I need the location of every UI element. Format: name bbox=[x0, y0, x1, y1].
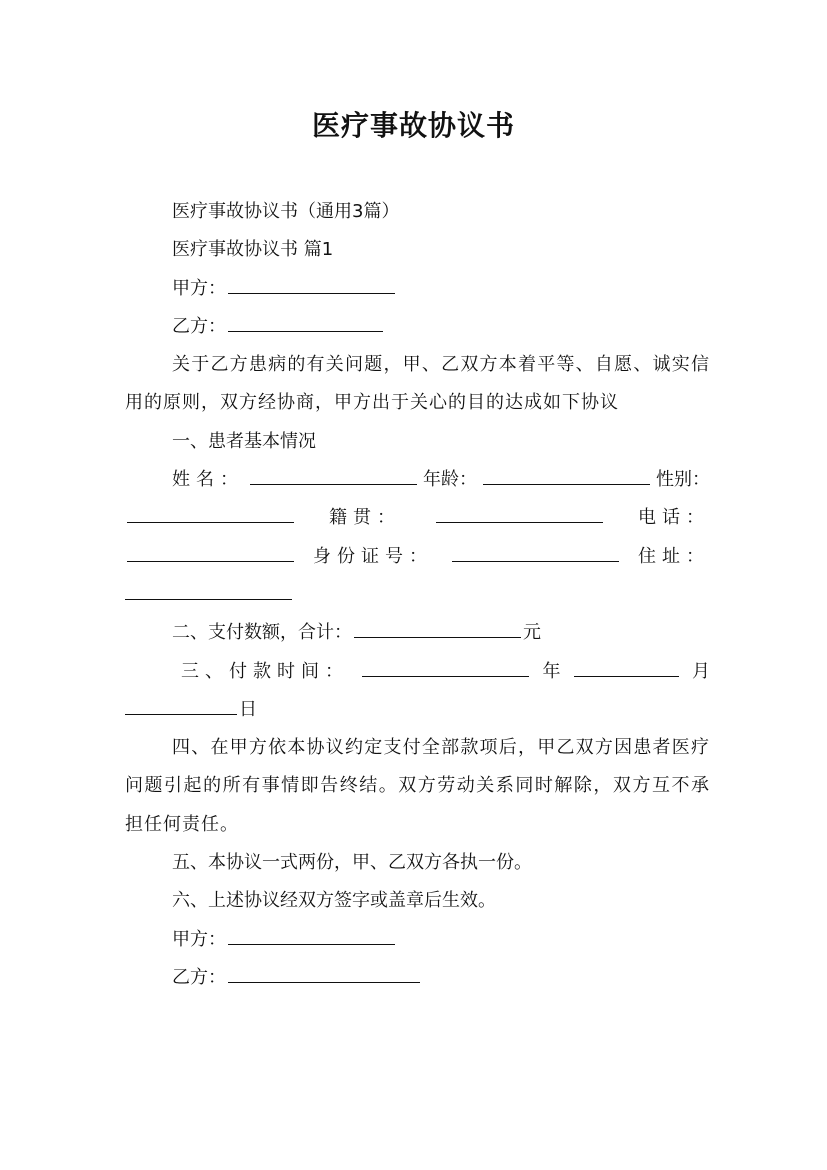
native-place-label: 籍贯： bbox=[329, 507, 401, 529]
address-blank[interactable] bbox=[125, 598, 292, 600]
patient-fields-line-3 bbox=[125, 538, 710, 576]
party-a-line bbox=[125, 270, 710, 308]
gender-blank[interactable] bbox=[127, 521, 294, 523]
address-label: 住址： bbox=[638, 545, 710, 567]
patient-fields-line-1 bbox=[125, 461, 710, 499]
id-number-blank[interactable] bbox=[452, 560, 619, 562]
age-blank[interactable] bbox=[483, 483, 650, 485]
intro-paragraph: 关于乙方患病的有关问题，甲、乙双方本着平等、自愿、诚实信用的原则，双方经协商，甲方出于关心的目的达成如下协议 bbox=[125, 354, 710, 414]
party-b-label: 乙方： bbox=[172, 315, 226, 337]
name-blank[interactable] bbox=[250, 483, 417, 485]
name-label: 姓名： bbox=[172, 469, 244, 491]
gender-label: 性别： bbox=[656, 469, 710, 491]
payment-year-blank[interactable] bbox=[362, 675, 529, 677]
item3-prefix: 三、付款时间： bbox=[181, 660, 349, 682]
party-a-label: 甲方： bbox=[172, 277, 226, 299]
item4-paragraph: 四、在甲方依本协议约定支付全部款项后，甲乙双方因患者医疗问题引起的所有事情即告终结。双方劳动关系同时解除，双方互不承担任何责任。 bbox=[125, 737, 710, 835]
item3-day: 日 bbox=[239, 698, 257, 720]
patient-fields-line-4 bbox=[125, 576, 710, 614]
sign-party-b-label: 乙方： bbox=[172, 966, 226, 988]
phone-blank[interactable] bbox=[127, 560, 294, 562]
item5-paragraph: 五、本协议一式两份，甲、乙双方各执一份。 bbox=[172, 852, 532, 874]
sign-party-a-blank[interactable] bbox=[228, 943, 395, 945]
item2-suffix: 元 bbox=[523, 622, 541, 644]
payment-month-blank[interactable] bbox=[574, 675, 679, 677]
sign-party-a-line bbox=[125, 921, 710, 959]
amount-blank[interactable] bbox=[354, 636, 521, 638]
item2-line bbox=[125, 614, 710, 652]
document-body bbox=[125, 193, 710, 997]
item3-month: 月 bbox=[692, 660, 710, 682]
party-b-line bbox=[125, 308, 710, 346]
party-b-blank[interactable] bbox=[228, 330, 383, 332]
item3-line-2 bbox=[125, 691, 710, 729]
sign-party-a-label: 甲方： bbox=[172, 928, 226, 950]
native-place-blank[interactable] bbox=[436, 521, 603, 523]
item2-prefix: 二、支付数额，合计： bbox=[172, 622, 352, 644]
item3-line bbox=[125, 653, 710, 691]
sign-party-b-blank[interactable] bbox=[228, 981, 420, 983]
phone-label: 电话： bbox=[638, 507, 710, 529]
sign-party-b-line bbox=[125, 959, 710, 997]
id-number-label: 身份证号： bbox=[313, 545, 433, 567]
party-a-blank[interactable] bbox=[228, 292, 395, 294]
item6-paragraph: 六、上述协议经双方签字或盖章后生效。 bbox=[172, 890, 496, 912]
subtitle: 医疗事故协议书（通用3篇） bbox=[172, 201, 400, 222]
patient-fields-line-2 bbox=[125, 499, 710, 537]
item1-heading: 一、患者基本情况 bbox=[172, 430, 316, 452]
section-label: 医疗事故协议书 篇1 bbox=[172, 239, 334, 261]
document-title: 医疗事故协议书 bbox=[311, 109, 515, 142]
age-label: 年龄： bbox=[423, 469, 477, 491]
payment-day-blank[interactable] bbox=[125, 713, 237, 715]
item3-year: 年 bbox=[542, 660, 561, 682]
